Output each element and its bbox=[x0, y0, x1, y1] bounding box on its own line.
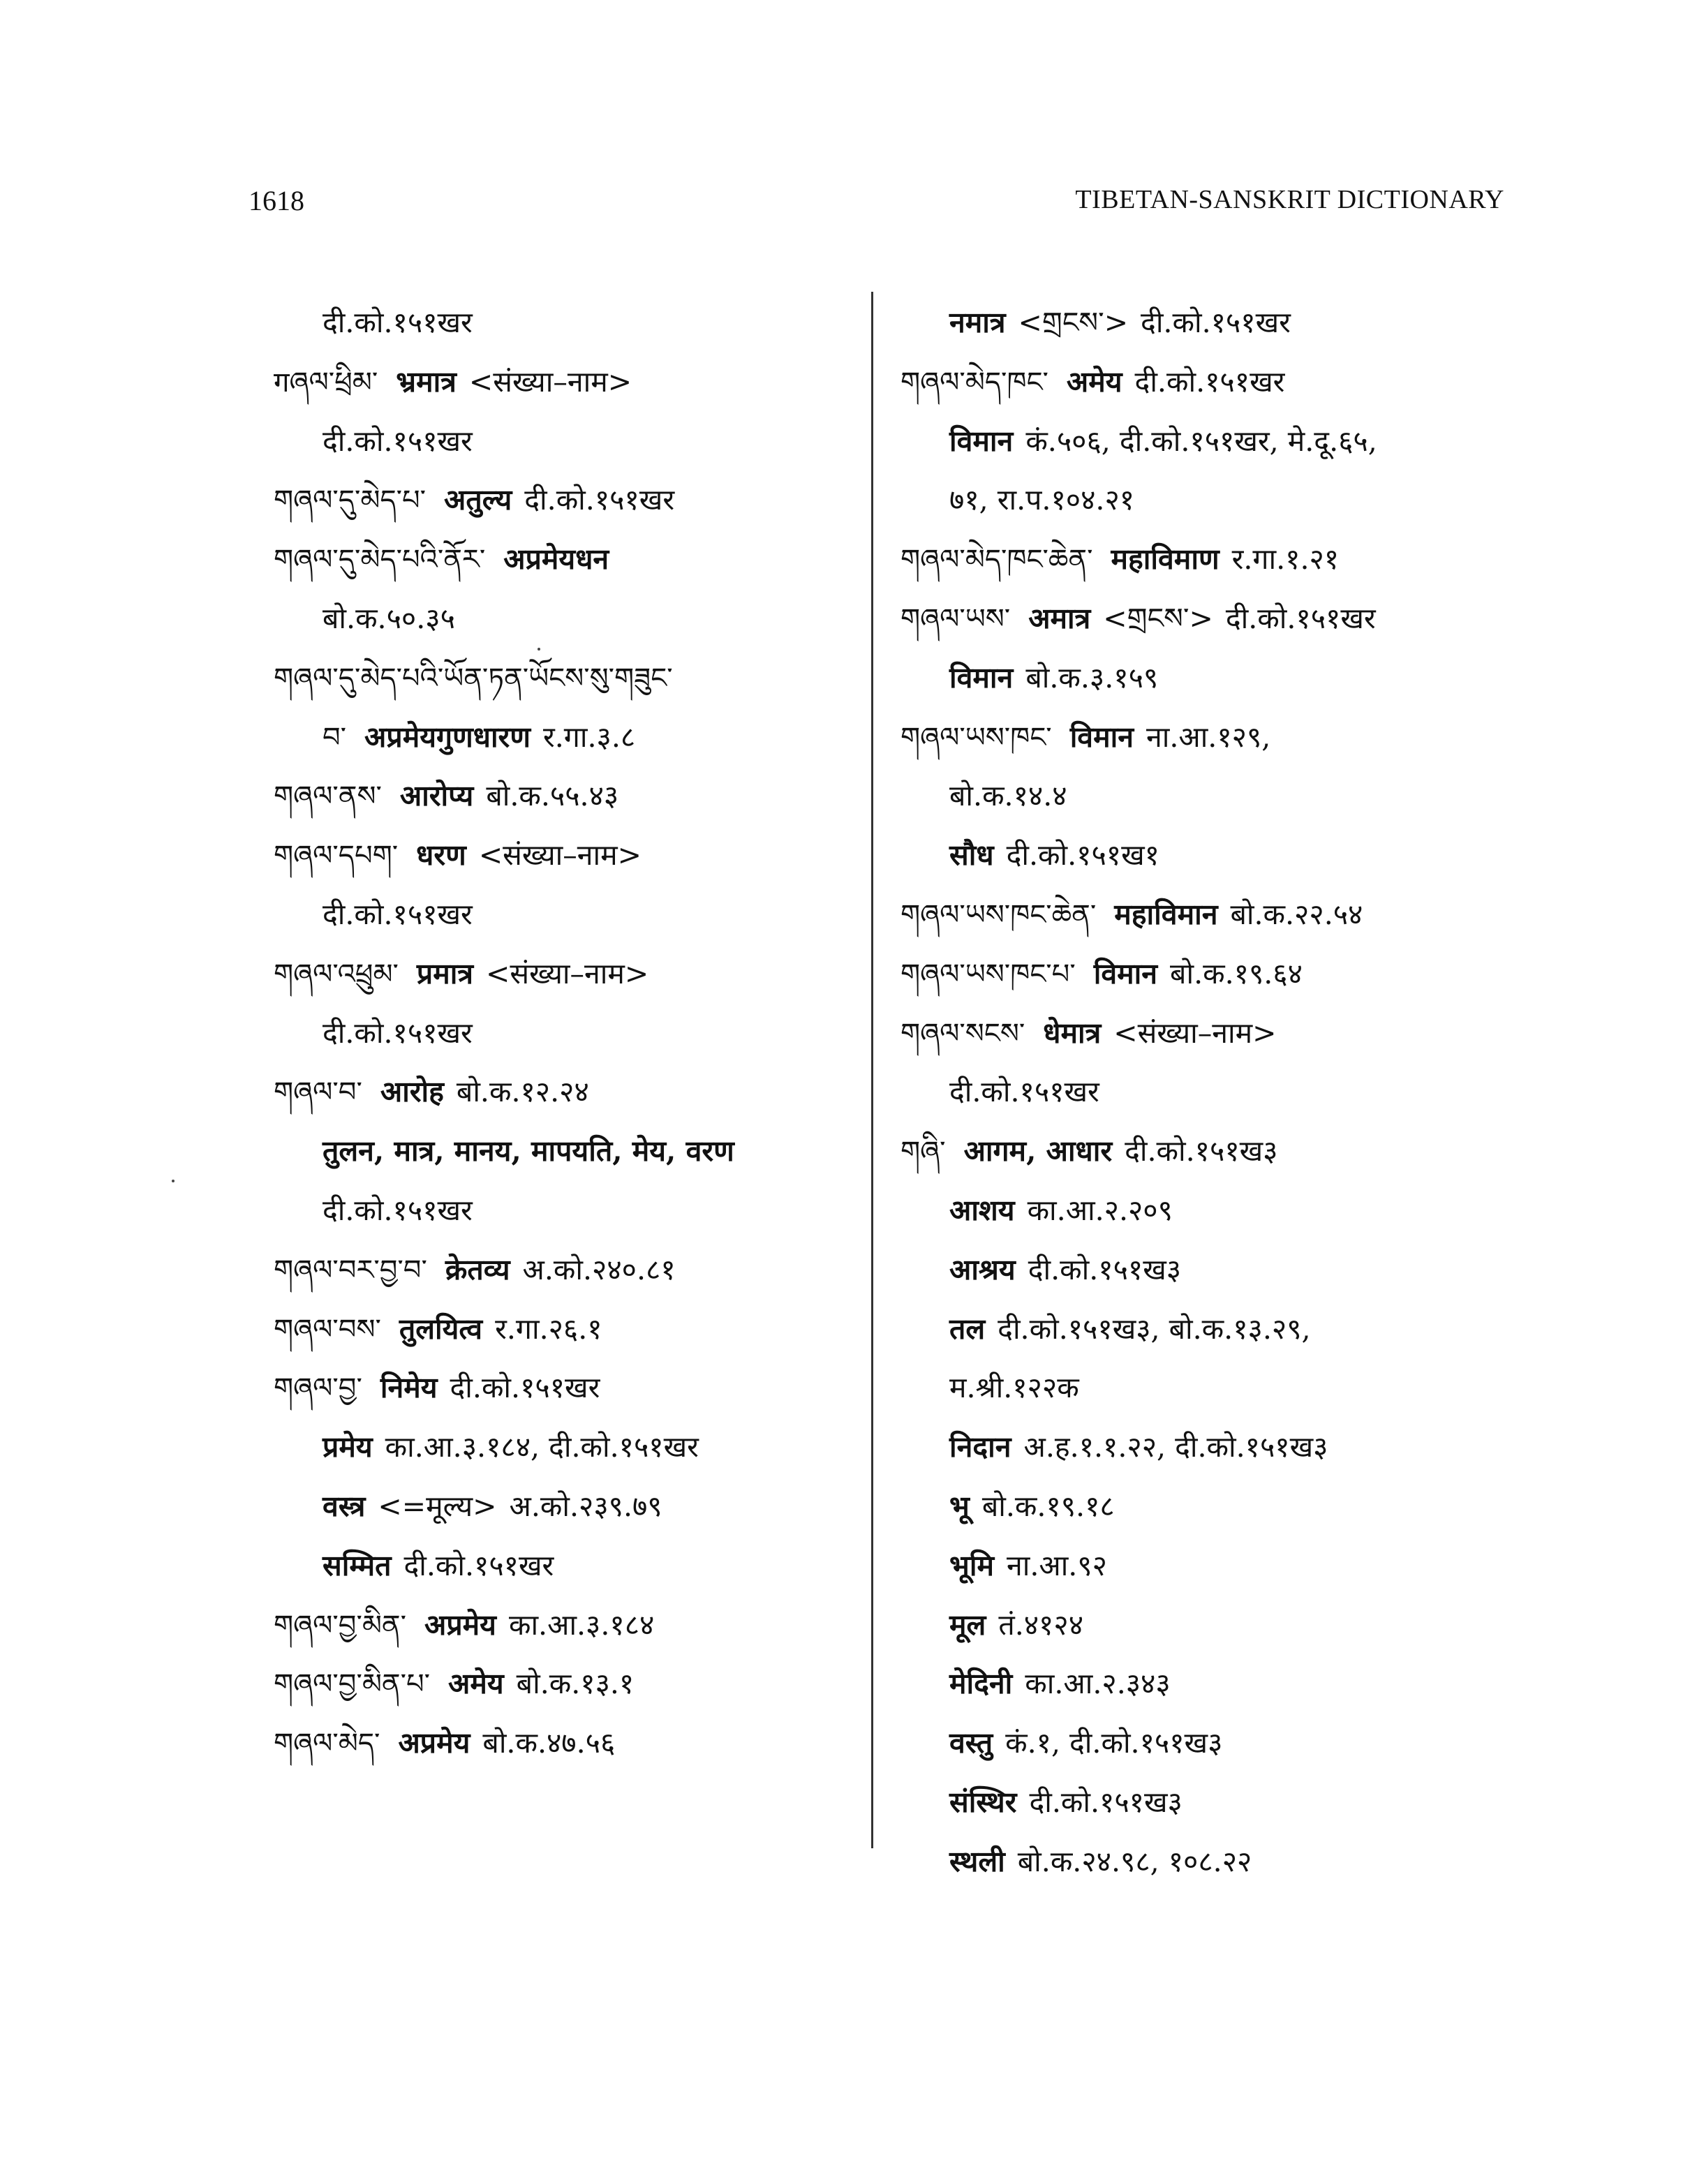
tibetan-headword: གཞལ་མེད་ bbox=[274, 1728, 380, 1760]
sanskrit-equivalent: अप्रमेय bbox=[424, 1607, 496, 1642]
dictionary-entry-line bbox=[274, 885, 860, 944]
grammar-note: <གྲངས་> bbox=[1018, 306, 1129, 339]
sanskrit-equivalent: नमात्र bbox=[949, 306, 1006, 339]
tibetan-headword: གཞལ་བར་བྱ་བ་ bbox=[274, 1254, 427, 1286]
source-reference: दी.को.१५१खर bbox=[1225, 601, 1376, 635]
tibetan-headword: གཞལ་དུ་མེད་པའི་ནོར་ bbox=[274, 544, 486, 577]
sanskrit-equivalent: क्रेतव्य bbox=[445, 1252, 510, 1286]
tibetan-headword: གཞལ་ཡས་ཁང་ཆེན་ bbox=[900, 898, 1097, 931]
dictionary-entry-line bbox=[900, 530, 1515, 589]
tibetan-headword: གཞལ་ནས་ bbox=[274, 780, 382, 813]
dictionary-entry-line bbox=[274, 530, 860, 589]
sanskrit-equivalent: विमान bbox=[949, 660, 1014, 694]
source-reference: बो.क.१९.६४ bbox=[1170, 956, 1303, 990]
dictionary-entry-line bbox=[274, 1300, 860, 1359]
sanskrit-equivalent: प्रमेय bbox=[323, 1430, 373, 1464]
sanskrit-equivalent: आरोप्य bbox=[399, 779, 474, 813]
sanskrit-equivalent: अप्रमेयधन bbox=[503, 542, 609, 577]
dictionary-entry-line bbox=[900, 1596, 1515, 1655]
source-reference: ना.आ.१२९, bbox=[1146, 720, 1271, 754]
sanskrit-equivalent: भूमि bbox=[949, 1548, 994, 1582]
dictionary-entry-line bbox=[900, 1004, 1515, 1063]
tibetan-headword: གཞལ་སངས་ bbox=[900, 1017, 1025, 1050]
dictionary-entry-line bbox=[274, 1004, 860, 1063]
tibetan-headword: གཞི་ bbox=[900, 1136, 946, 1168]
sanskrit-equivalent: मूल bbox=[949, 1607, 986, 1642]
grammar-note: <संख्या–नाम> bbox=[468, 364, 632, 399]
tibetan-headword: གཞལ་དཔག་ bbox=[274, 840, 399, 872]
right-column bbox=[900, 293, 1515, 1892]
source-reference: दी.को.१५१खर bbox=[450, 1371, 600, 1405]
dictionary-entry-line bbox=[900, 648, 1515, 708]
source-reference: दी.को.१५१ख३ bbox=[1125, 1134, 1278, 1168]
sanskrit-equivalent: आरोह bbox=[380, 1075, 444, 1109]
tibetan-headword: གཞལ་བྱ་ bbox=[274, 1372, 362, 1405]
dictionary-entry-line bbox=[274, 1358, 860, 1418]
left-column bbox=[274, 293, 860, 1773]
sanskrit-equivalent: विमान bbox=[1093, 956, 1158, 990]
sanskrit-equivalent: अप्रमेयगुणधारण bbox=[364, 720, 531, 754]
tibetan-headword: གཞལ་འཕྲུམ་ bbox=[274, 958, 399, 990]
running-title: TIBETAN-SANSKRIT DICTIONARY bbox=[1075, 185, 1504, 214]
sanskrit-equivalent: मेदिनी bbox=[949, 1667, 1013, 1701]
tibetan-headword: གཞལ་བས་ bbox=[274, 1313, 381, 1346]
dictionary-entry-line bbox=[274, 1062, 860, 1122]
grammar-note: <=मूल्य> bbox=[378, 1489, 497, 1523]
tibetan-headword: གཞལ་ཡས་ཁང་པ་ bbox=[900, 958, 1076, 990]
dictionary-entry-line bbox=[900, 766, 1515, 826]
dictionary-entry-line bbox=[274, 293, 860, 352]
source-reference: तं.४१२४ bbox=[998, 1607, 1084, 1642]
dictionary-entry-line bbox=[274, 1477, 860, 1536]
dictionary-entry-line bbox=[900, 589, 1515, 648]
dictionary-entry-line bbox=[900, 826, 1515, 885]
source-reference: दी.को.१५१खर bbox=[1141, 306, 1291, 339]
tibetan-headword: གཞལ་བ་ bbox=[274, 1076, 362, 1109]
dictionary-entry-line bbox=[274, 1181, 860, 1240]
dictionary-entry-line bbox=[274, 648, 860, 708]
grammar-note: <संख्या–नाम> bbox=[1113, 1016, 1277, 1050]
source-reference: ७१, रा.प.१०४.२१ bbox=[949, 483, 1135, 517]
dictionary-entry-line bbox=[274, 1240, 860, 1300]
dictionary-entry-line bbox=[900, 708, 1515, 767]
dictionary-entry-line bbox=[900, 1477, 1515, 1536]
sanskrit-equivalent: संस्थिर bbox=[949, 1785, 1017, 1819]
source-reference: बो.क.१९.१८ bbox=[981, 1489, 1115, 1523]
ink-speck bbox=[172, 1180, 175, 1182]
tibetan-headword: གཞལ་མེད་ཁང་ bbox=[900, 366, 1048, 399]
sanskrit-equivalent: अमेय bbox=[448, 1667, 504, 1701]
source-reference: दी.को.१५१ख३ bbox=[1029, 1785, 1183, 1819]
tibetan-headword: གཞལ་བྱ་མིན་ bbox=[274, 1609, 406, 1642]
sanskrit-equivalent: तुलयित्व bbox=[399, 1312, 483, 1346]
source-reference: अ.को.२३९.७९ bbox=[509, 1489, 662, 1523]
dictionary-entry-line bbox=[900, 1240, 1515, 1300]
source-reference: दी.को.१५१खर bbox=[323, 1016, 473, 1050]
dictionary-entry-line bbox=[274, 1714, 860, 1773]
source-reference: बो.क.१३.१ bbox=[516, 1667, 635, 1701]
dictionary-entry-line bbox=[900, 1832, 1515, 1892]
source-reference: बो.क.२४.९८, १०८.२२ bbox=[1017, 1844, 1252, 1878]
dictionary-entry-line bbox=[274, 1596, 860, 1655]
sanskrit-equivalent: अमेय bbox=[1066, 364, 1122, 399]
ink-speck bbox=[538, 648, 540, 651]
dictionary-entry-line bbox=[274, 944, 860, 1004]
tibetan-headword: གཞལ་དུ་མེད་པའི་ཡོན་ཏན་ཡོངས་སུ་གཟུང་ bbox=[274, 662, 673, 694]
source-reference: कं.५०६, दी.को.१५१खर, मे.दू.६५, bbox=[1025, 424, 1377, 458]
page-number: 1618 bbox=[249, 185, 304, 216]
sanskrit-equivalent: वस्त्र bbox=[323, 1489, 366, 1523]
dictionary-entry-line bbox=[900, 885, 1515, 944]
dictionary-entry-line bbox=[900, 1181, 1515, 1240]
sanskrit-equivalent: आशय bbox=[949, 1193, 1015, 1227]
source-reference: दी.को.१५१खर bbox=[323, 897, 473, 931]
dictionary-entry-line bbox=[900, 1773, 1515, 1832]
dictionary-entry-line bbox=[274, 589, 860, 648]
sanskrit-equivalent: प्रमात्र bbox=[416, 956, 474, 990]
source-reference: बो.क.५०.३५ bbox=[323, 601, 455, 635]
tibetan-headword: गཞལ་ཕྲིམ་ bbox=[274, 366, 378, 399]
dictionary-entry-line bbox=[900, 293, 1515, 352]
dictionary-entry-line bbox=[274, 470, 860, 530]
sanskrit-equivalent: सौध bbox=[949, 838, 994, 872]
source-reference: ना.आ.९२ bbox=[1006, 1548, 1107, 1582]
sanskrit-equivalent: धरण bbox=[416, 838, 466, 872]
sanskrit-equivalent: भ्रमात्र bbox=[396, 364, 457, 399]
dictionary-entry-line bbox=[274, 352, 860, 412]
sanskrit-equivalent: महाविमाण bbox=[1111, 542, 1220, 577]
source-reference: दी.को.१५१खर bbox=[323, 1193, 473, 1227]
source-reference: का.आ.३.१८४, दी.को.१५१खर bbox=[385, 1430, 699, 1464]
source-reference: बो.क.१४.४ bbox=[949, 779, 1067, 813]
dictionary-entry-line bbox=[900, 1536, 1515, 1596]
source-reference: दी.को.१५१खर bbox=[323, 306, 473, 339]
source-reference: बो.क.२२.५४ bbox=[1230, 897, 1363, 931]
source-reference: र.गा.१.२१ bbox=[1231, 542, 1340, 577]
source-reference: दी.को.१५१खर bbox=[1134, 364, 1285, 399]
source-reference: र.गा.२६.१ bbox=[495, 1312, 602, 1346]
source-reference: का.आ.३.१८४ bbox=[508, 1607, 655, 1642]
source-reference: दी.को.१५१ख३, बो.क.१३.२९, bbox=[998, 1312, 1311, 1346]
dictionary-entry-line bbox=[900, 1358, 1515, 1418]
source-reference: बो.क.५५.४३ bbox=[486, 779, 619, 813]
dictionary-entry-line bbox=[900, 944, 1515, 1004]
tibetan-headword: གཞལ་བྱ་མིན་པ་ bbox=[274, 1668, 431, 1701]
source-reference: कं.१, दी.को.१५१ख३ bbox=[1005, 1726, 1223, 1760]
sanskrit-equivalent: स्थली bbox=[949, 1844, 1005, 1878]
source-reference: दी.को.१५१खर bbox=[949, 1075, 1099, 1109]
source-reference: का.आ.२.२०९ bbox=[1027, 1193, 1173, 1227]
dictionary-entry-line bbox=[900, 1300, 1515, 1359]
sanskrit-equivalent: अप्रमेय bbox=[398, 1726, 470, 1760]
sanskrit-equivalent: सम्मित bbox=[323, 1548, 392, 1582]
source-reference: का.आ.२.३४३ bbox=[1025, 1667, 1171, 1701]
tibetan-headword: གཞལ་དུ་མེད་པ་ bbox=[274, 484, 427, 517]
sanskrit-equivalent: आगम, आधार bbox=[963, 1134, 1113, 1168]
sanskrit-equivalent: विमान bbox=[1069, 720, 1134, 754]
source-reference: दी.को.१५१खर bbox=[524, 483, 675, 517]
source-reference: दी.को.१५१खर bbox=[323, 424, 473, 458]
sanskrit-equivalent: महाविमान bbox=[1114, 897, 1218, 931]
sanskrit-equivalent: तल bbox=[949, 1312, 986, 1346]
dictionary-entry-line bbox=[900, 352, 1515, 412]
sanskrit-equivalent: अमात्र bbox=[1028, 601, 1091, 635]
sanskrit-equivalent: वस्तु bbox=[949, 1726, 993, 1760]
dictionary-entry-line bbox=[274, 412, 860, 471]
dictionary-entry-line bbox=[274, 1122, 860, 1181]
tibetan-headword: གཞལ་ཡས་ཁང་ bbox=[900, 721, 1052, 754]
dictionary-entry-line bbox=[274, 1654, 860, 1714]
tibetan-headword: གཞལ་མེད་ཁང་ཆེན་ bbox=[900, 544, 1093, 577]
dictionary-entry-line bbox=[900, 1714, 1515, 1773]
source-reference: दी.को.१५१ख१ bbox=[1006, 838, 1159, 872]
sanskrit-equivalent: निदान bbox=[949, 1430, 1011, 1464]
dictionary-entry-line bbox=[274, 766, 860, 826]
dictionary-entry-line bbox=[900, 1062, 1515, 1122]
dictionary-entry-line bbox=[900, 1122, 1515, 1181]
sanskrit-equivalent: अतुल्य bbox=[444, 483, 512, 517]
source-reference: बो.क.३.१५९ bbox=[1025, 660, 1159, 694]
sanskrit-equivalent: भू bbox=[949, 1489, 970, 1523]
grammar-note: <གྲངས་> bbox=[1103, 601, 1213, 635]
sanskrit-equivalent: निमेय bbox=[380, 1371, 438, 1405]
dictionary-entry-line bbox=[900, 1418, 1515, 1477]
source-reference: अ.को.२४०.८१ bbox=[522, 1252, 676, 1286]
column-divider bbox=[871, 292, 873, 1848]
dictionary-entry-line bbox=[274, 826, 860, 885]
tibetan-headword: བ་ bbox=[323, 721, 347, 754]
dictionary-entry-line bbox=[274, 1536, 860, 1596]
source-reference: बो.क.१२.२४ bbox=[456, 1075, 589, 1109]
dictionary-entry-line bbox=[274, 1418, 860, 1477]
sanskrit-equivalent: विमान bbox=[949, 424, 1014, 458]
grammar-note: <संख्या–नाम> bbox=[486, 956, 649, 990]
source-reference: बो.क.४७.५६ bbox=[482, 1726, 616, 1760]
sanskrit-equivalent: तुलन, मात्र, मानय, मापयति, मेय, वरण bbox=[323, 1134, 734, 1168]
sanskrit-equivalent: आश्रय bbox=[949, 1252, 1016, 1286]
dictionary-entry-line bbox=[274, 708, 860, 767]
source-reference: अ.ह.१.१.२२, दी.को.१५१ख३ bbox=[1023, 1430, 1328, 1464]
dictionary-entry-line bbox=[900, 470, 1515, 530]
source-reference: र.गा.३.८ bbox=[542, 720, 636, 754]
dictionary-entry-line bbox=[900, 412, 1515, 471]
sanskrit-equivalent: धेमात्र bbox=[1043, 1016, 1102, 1050]
source-reference: म.श्री.१२२क bbox=[949, 1371, 1079, 1405]
tibetan-headword: གཞལ་ཡས་ bbox=[900, 602, 1011, 635]
source-reference: दी.को.१५१ख३ bbox=[1028, 1252, 1182, 1286]
grammar-note: <संख्या–नाम> bbox=[478, 838, 642, 872]
dictionary-entry-line bbox=[900, 1654, 1515, 1714]
source-reference: दी.को.१५१खर bbox=[403, 1548, 554, 1582]
